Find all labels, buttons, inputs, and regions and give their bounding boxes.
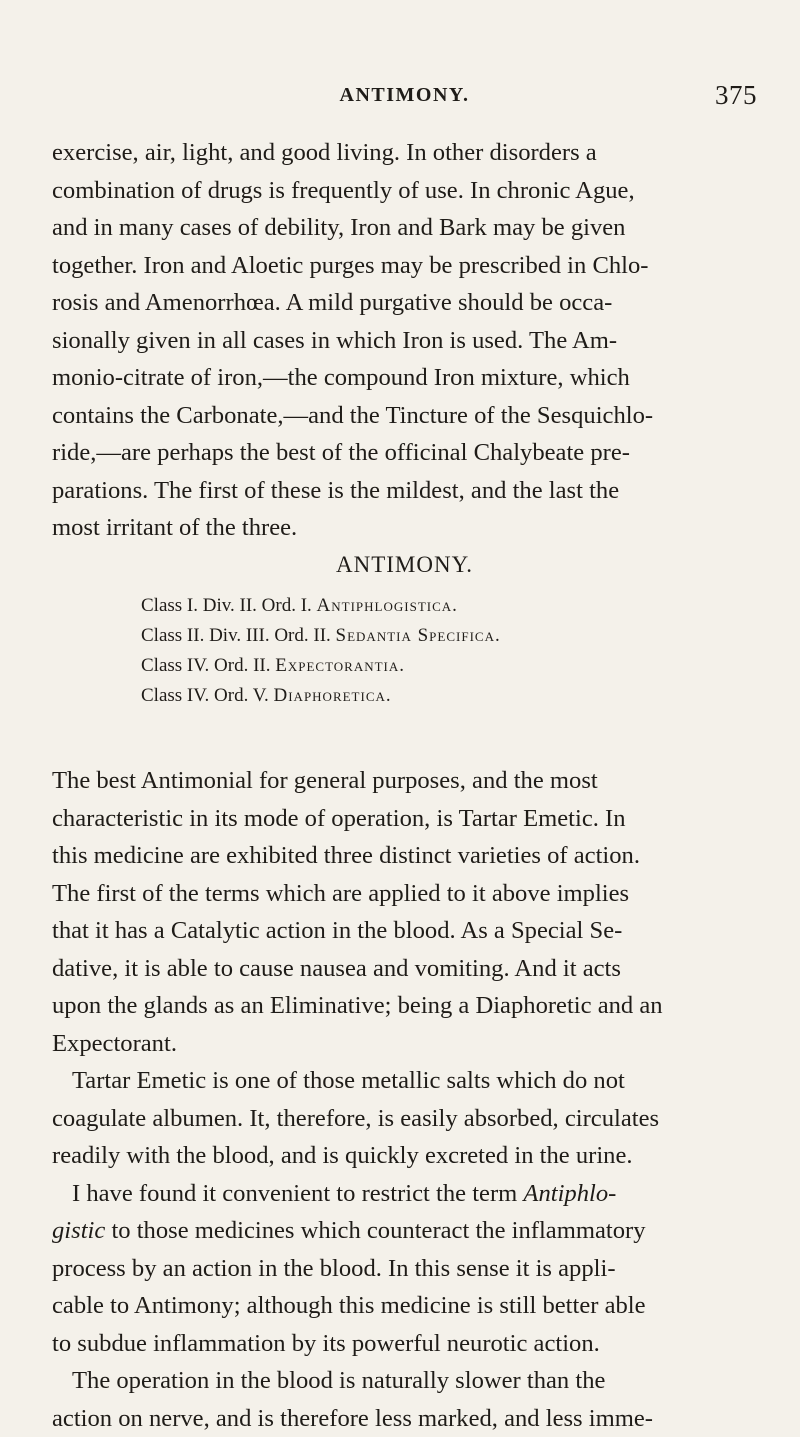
text-line: Expectorant. [52, 1025, 757, 1063]
text-line: action on nerve, and is therefore less marked, and less imme- [52, 1400, 757, 1437]
classification-entry [141, 651, 741, 681]
running-head [52, 84, 757, 114]
intro-paragraph [52, 134, 757, 547]
text-line: process by an action in the blood. In this sense it is appli- [52, 1250, 757, 1288]
text-line: Tartar Emetic is one of those metallic salts which do not [52, 1062, 757, 1100]
text-line: ride,—are perhaps the best of the officinal Chalybeate pre- [52, 434, 757, 472]
classification-name: Diaphoretica. [274, 685, 392, 706]
text-line: coagulate albumen. It, therefore, is easily absorbed, circulates [52, 1100, 757, 1138]
text-line: and in many cases of debility, Iron and Bark may be given [52, 209, 757, 247]
text-span: to those medicines which counteract the inflammatory [105, 1217, 645, 1244]
text-line [52, 1212, 757, 1250]
text-line: The first of the terms which are applied to it above implies [52, 875, 757, 913]
body-text [52, 762, 757, 1437]
text-line [52, 1175, 757, 1213]
classification-prefix: Class I. Div. II. Ord. I. [141, 595, 317, 616]
italic-term: Antiphlo- [523, 1180, 616, 1207]
text-line: sionally given in all cases in which Iron is used. The Am- [52, 322, 757, 360]
classification-prefix: Class IV. Ord. V. [141, 685, 274, 706]
text-line: rosis and Amenorrhœa. A mild purgative should be occa- [52, 284, 757, 322]
text-line: parations. The first of these is the mildest, and the last the [52, 472, 757, 510]
text-line: dative, it is able to cause nausea and vomiting. And it acts [52, 950, 757, 988]
text-line: this medicine are exhibited three distinct varieties of action. [52, 837, 757, 875]
text-line: together. Iron and Aloetic purges may be prescribed in Chlo- [52, 247, 757, 285]
classification-entry [141, 591, 741, 621]
italic-term: gistic [52, 1217, 105, 1244]
classification-name: Expectorantia. [275, 655, 405, 676]
text-line: combination of drugs is frequently of use. In chronic Ague, [52, 172, 757, 210]
text-line: to subdue inflammation by its powerful neurotic action. [52, 1325, 757, 1363]
text-line: The operation in the blood is naturally slower than the [52, 1362, 757, 1400]
text-line: monio-citrate of iron,—the compound Iron mixture, which [52, 359, 757, 397]
text-line: The best Antimonial for general purposes, and the most [52, 762, 757, 800]
text-line: cable to Antimony; although this medicine is still better able [52, 1287, 757, 1325]
classification-entry [141, 621, 741, 651]
text-line: characteristic in its mode of operation, is Tartar Emetic. In [52, 800, 757, 838]
running-title: ANTIMONY. [52, 84, 757, 107]
classification-name: Antiphlogistica. [317, 595, 458, 616]
text-line: most irritant of the three. [52, 509, 757, 547]
classification-prefix: Class IV. Ord. II. [141, 655, 275, 676]
classification-prefix: Class II. Div. III. Ord. II. [141, 625, 336, 646]
classification-list [141, 591, 741, 711]
text-line: upon the glands as an Eliminative; being a Diaphoretic and an [52, 987, 757, 1025]
classification-name: Sedantia Specifica. [336, 625, 501, 646]
classification-entry [141, 681, 741, 711]
text-line: exercise, air, light, and good living. In other disorders a [52, 134, 757, 172]
text-line: that it has a Catalytic action in the blood. As a Special Se- [52, 912, 757, 950]
text-line: contains the Carbonate,—and the Tincture of the Sesquichlo- [52, 397, 757, 435]
text-span: I have found it convenient to restrict the term [72, 1180, 523, 1207]
text-line: readily with the blood, and is quickly excreted in the urine. [52, 1137, 757, 1175]
section-heading: ANTIMONY. [52, 552, 757, 578]
page-number: 375 [715, 80, 757, 111]
